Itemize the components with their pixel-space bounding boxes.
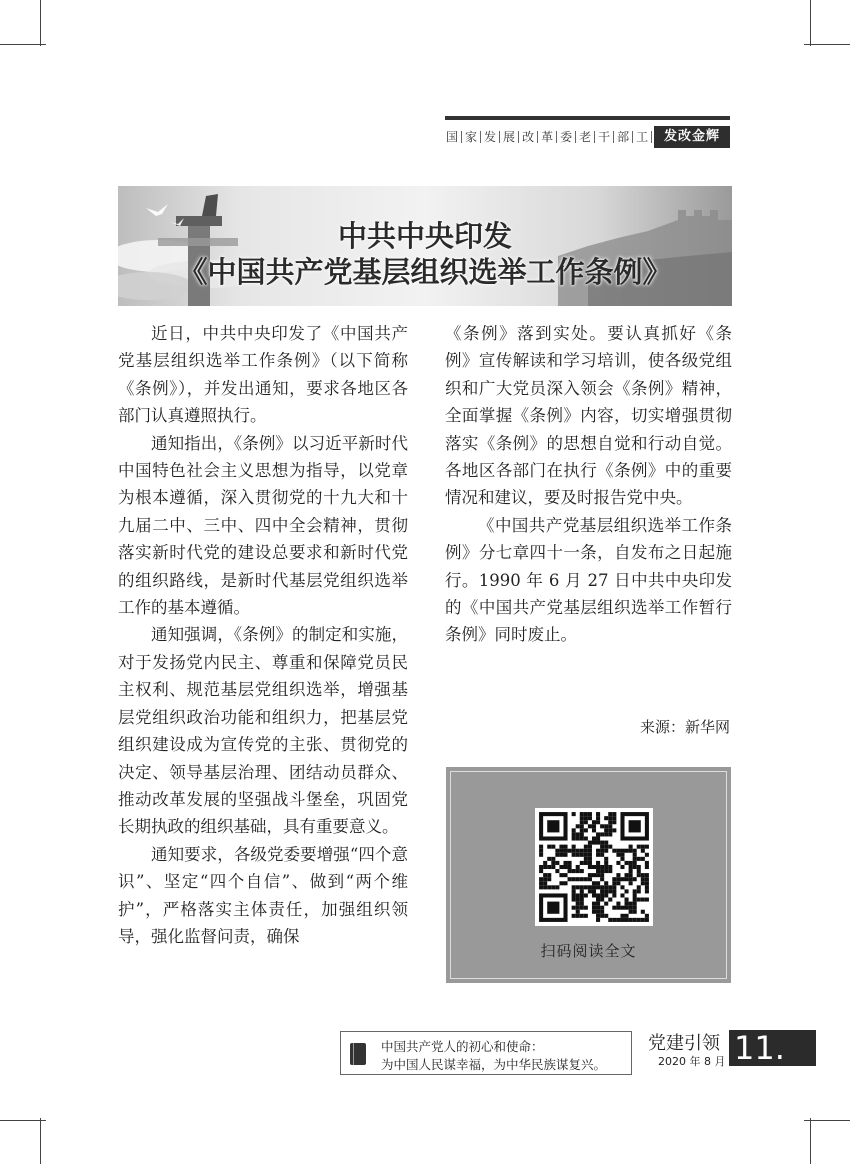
- paragraph-continuation: 《条例》落到实处。要认真抓好《条例》宣传解读和学习培训，使各级党组织和广大党员深入领会《条例》精神，全面掌握《条例》内容，切实增强贯彻落实《条例》的思想自觉和行动自觉。各地区各部门在执行《条例》中的重要情况和建议，要及时报告党中央。: [445, 324, 732, 508]
- article-title-line2: 《中国共产党基层组织选举工作条例》: [178, 255, 672, 289]
- book-icon: [350, 1043, 366, 1065]
- right-text-column: [445, 320, 732, 649]
- header-section-name: [443, 131, 670, 143]
- page-number-divider: [726, 1030, 729, 1066]
- paragraph: 通知要求，各级党委要增强“四个意识”、坚定“四个自信”、做到“两个维护”，严格落实主体责任，加强组织领导，强化监督问责，确保: [118, 844, 408, 946]
- qr-frame: [450, 771, 727, 979]
- crop-mark: [810, 1118, 811, 1164]
- paragraph: 通知指出，《条例》以习近平新时代中国特色社会主义思想为指导，以党章为根本遵循，深入贯彻党的十九大和十九届二中、三中、四中全会精神，贯彻落实新时代党的建设总要求和新时代党的组织路线，是新时代基层党组织选举工作的基本遵循。: [118, 433, 408, 618]
- crop-mark: [40, 0, 41, 46]
- title-banner: [118, 186, 732, 306]
- header-char: 革: [538, 131, 557, 143]
- paragraph: 通知强调，《条例》的制定和实施，对于发扬党内民主、尊重和保障党员民主权利、规范基层党组织选举，增强基层党组织政治功能和组织力，把基层党组织建设成为宣传党的主张、贯彻党的决定、领导基层治理、团结动员群众、推动改革发展的坚强战斗堡垒，巩固党长期执政的组织基础，具有重要意义。: [118, 625, 408, 837]
- header-char: 发: [481, 131, 500, 143]
- footer-quote-box: [340, 1031, 632, 1075]
- header-char: 改: [519, 131, 538, 143]
- issue-date: 2020 年 8 月: [658, 1055, 726, 1068]
- column-badge: 发改金辉: [654, 126, 730, 148]
- header-char: 家: [462, 131, 481, 143]
- qr-caption: 扫码阅读全文: [540, 942, 637, 960]
- header-char: 工: [633, 131, 652, 143]
- paragraph: 近日，中共中央印发了《中国共产党基层组织选举工作条例》（以下简称《条例》），并发出通知，要求各地区各部门认真遵照执行。: [118, 324, 408, 426]
- footer-quote-line1: 中国共产党人的初心和使命：: [381, 1039, 544, 1054]
- crop-mark: [810, 0, 811, 46]
- page-number: [726, 1030, 816, 1066]
- qr-code-image: [535, 808, 653, 926]
- header-char: 委: [557, 131, 576, 143]
- magazine-name: 党建引领: [648, 1033, 720, 1054]
- left-text-column: [118, 320, 408, 950]
- page-number-text: 11.: [734, 1029, 785, 1067]
- article-title-line1: 中共中央印发: [337, 219, 512, 253]
- paragraph: 《中国共产党基层组织选举工作条例》分七章四十一条，自发布之日起施行。1990 年 6 月 27 日中共中央印发的《中国共产党基层组织选举工作暂行条例》同时废止。: [445, 515, 732, 645]
- header-char: 国: [443, 131, 462, 143]
- source-credit: 来源：新华网: [639, 718, 730, 736]
- header-char: 部: [614, 131, 633, 143]
- crop-mark: [40, 1118, 41, 1164]
- qr-code[interactable]: [535, 808, 653, 926]
- header-char: 展: [500, 131, 519, 143]
- footer-quote-line2: 为中国人民谋幸福，为中华民族谋复兴。: [381, 1057, 607, 1072]
- qr-panel: [446, 767, 731, 983]
- header-char: 干: [595, 131, 614, 143]
- header-rule: [445, 116, 730, 120]
- header-char: 老: [576, 131, 595, 143]
